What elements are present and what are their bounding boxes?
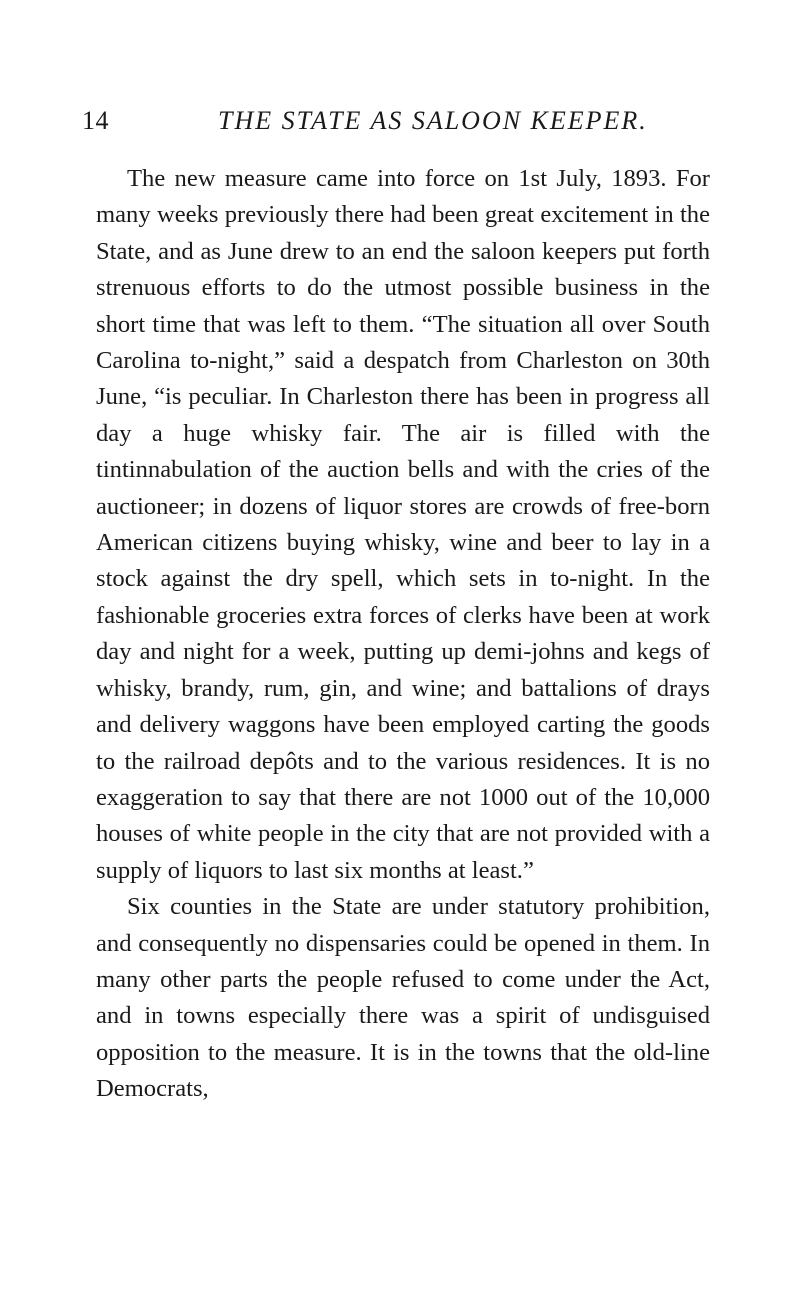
- paragraph: The new measure came into force on 1st July, 1893. For many weeks previously there had been great excitement in the State, and as June drew to an end the saloon keepers put forth strenuous efforts to do the utmost possible business in the short time that was left to them. “The situation all over South Carolina to-night,” said a despatch from Charleston on 30th June, “is peculiar. In Charleston there has been in progress all day a huge whisky fair. The air is filled with the tintinnabulation of the auction bells and with the cries of the auctioneer; in dozens of liquor stores are crowds of free-born American citizens buying whisky, wine and beer to lay in a stock against the dry spell, which sets in to-night. In the fashionable groceries extra forces of clerks have been at work day and night for a week, putting up demi-johns and kegs of whisky, brandy, rum, gin, and wine; and battalions of drays and delivery waggons have been employed carting the goods to the railroad depôts and to the various residences. It is no exaggeration to say that there are not 1000 out of the 10,000 houses of white people in the city that are not provided with a supply of liquors to last six months at least.”: [96, 165, 710, 884]
- page-number: 14: [82, 106, 109, 135]
- running-title: THE STATE AS SALOON KEEPER.: [218, 106, 648, 135]
- paragraph: Six counties in the State are under statutory prohibition, and consequently no dispensaries could be opened in them. In many other parts the people refused to come under the Act, and in towns especially there was a spirit of undisguised opposition to the measure. It is in the towns that the old-line Democrats,: [96, 893, 710, 1103]
- body-text: [96, 161, 710, 1108]
